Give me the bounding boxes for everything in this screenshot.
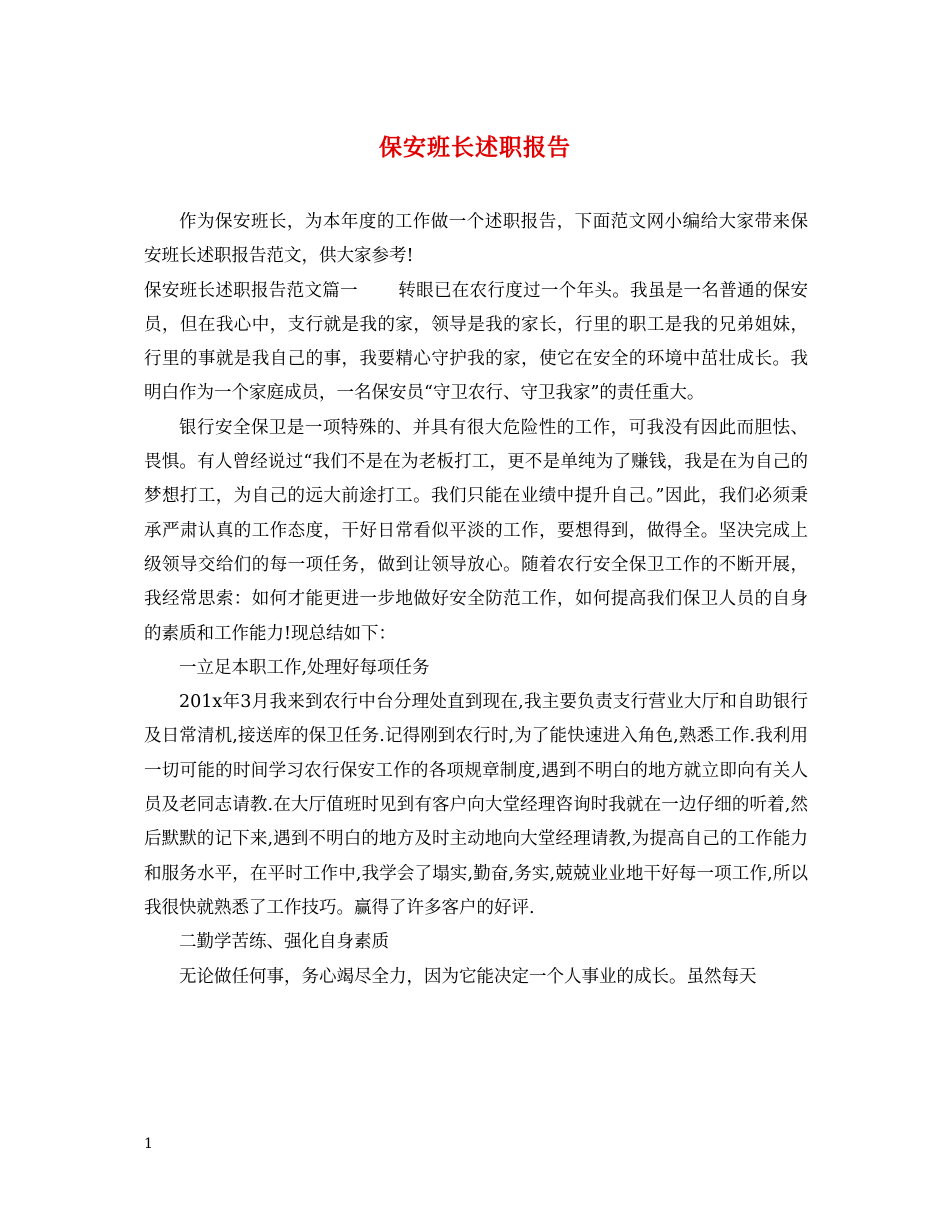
document-title: 保安班长述职报告 <box>379 134 571 161</box>
paragraph-2: 银行安全保卫是一项特殊的、并具有很大危险性的工作，可我没有因此而胆怯、畏惧。有人曾经说过“我们不是在为老板打工，更不是单纯为了赚钱，我是在为自己的梦想打工，为自己的远大前途打工。我们只能在业绩中提升自己。”因此，我们必须秉承严肃认真的工作态度，干好日常看似平淡的工作，要想得到，做得全。坚决完成上级领导交给们的每一项任务，做到让领导放心。随着农行安全保卫工作的不断开展，我经常思索：如何才能更进一步地做好安全防范工作，如何提高我们保卫人员的自身的素质和工作能力!现总结如下： <box>144 417 808 644</box>
heading-2: 二勤学苦练、强化自身素质 <box>179 932 389 953</box>
section-label: 保安班长述职报告范文篇一 <box>144 280 358 301</box>
page-number: 1 <box>144 1136 153 1152</box>
heading-1: 一立足本职工作,处理好每项任务 <box>179 657 430 678</box>
intro-paragraph: 作为保安班长，为本年度的工作做一个述职报告，下面范文网小编给大家带来保安班长述职报告范文，供大家参考! <box>144 212 808 267</box>
paragraph-4: 无论做任何事，务心竭尽全力，因为它能决定一个人事业的成长。虽然每天 <box>179 966 757 987</box>
paragraph-1 <box>144 274 808 411</box>
document-body <box>144 205 808 994</box>
paragraph-3: 201x年3月我来到农行中台分理处直到现在,我主要负责支行营业大厅和自助银行及日常清机,接送库的保卫任务.记得刚到农行时,为了能快速进入角色,熟悉工作.我利用一切可能的时间学习农行保安工作的各项规章制度,遇到不明白的地方就立即向有关人员及老同志请教.在大厅值班时见到有客户向大堂经理咨询时我就在一边仔细的听着,然后默默的记下来,遇到不明白的地方及时主动地向大堂经理请教,为提高自己的工作能力和服务水平，在平时工作中,我学会了塌实,勤奋,务实,兢兢业业地干好每一项工作,所以我很快就熟悉了工作技巧。赢得了许多客户的好评. <box>144 692 808 918</box>
paragraph-1-text: 转眼已在农行度过一个年头。我虽是一名普通的保安员，但在我心中，支行就是我的家，领导是我的家长，行里的职工是我的兄弟姐妹，行里的事就是我自己的事，我要精心守护我的家，使它在安全的环境中茁壮成长。我明白作为一个家庭成员，一名保安员“守卫农行、守卫我家”的责任重大。 <box>144 280 809 404</box>
